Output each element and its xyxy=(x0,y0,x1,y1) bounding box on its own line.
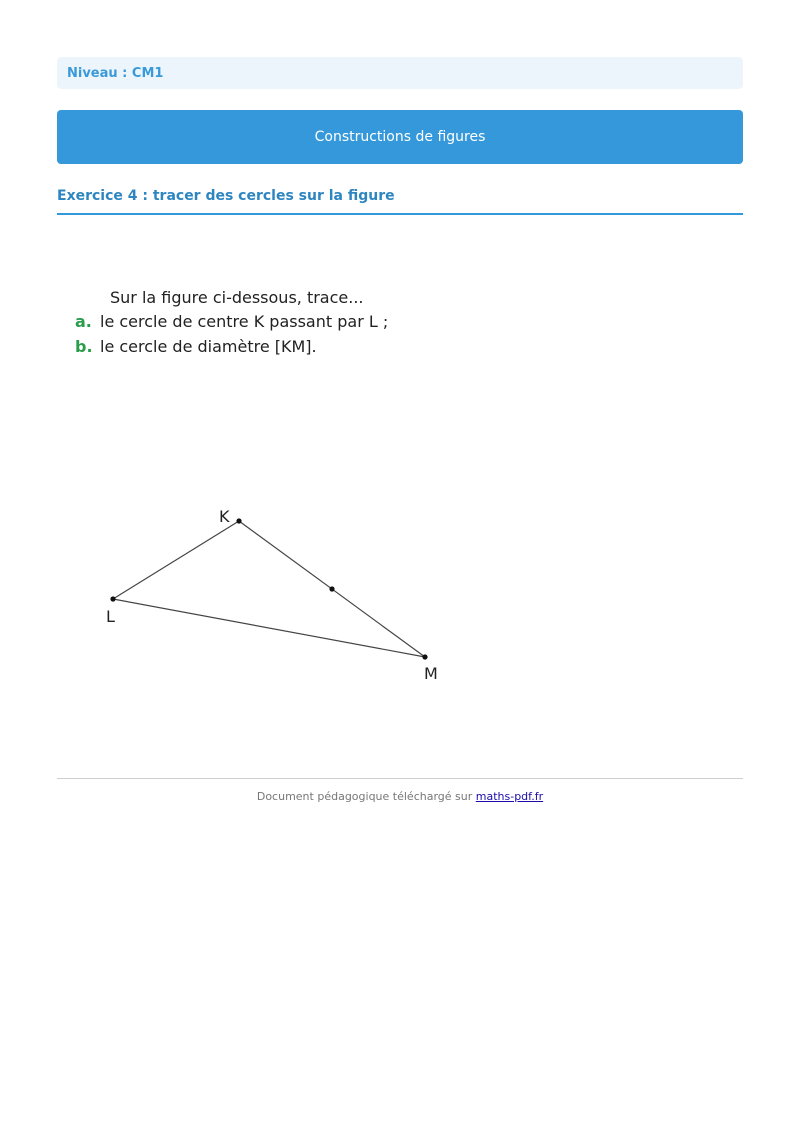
level-bar xyxy=(57,57,743,89)
item-b-marker: b. xyxy=(75,337,93,356)
footer-text: Document pédagogique téléchargé sur xyxy=(256,790,476,803)
point-l xyxy=(110,596,115,601)
item-a-marker: a. xyxy=(75,312,92,331)
title-banner xyxy=(57,110,743,164)
footer xyxy=(57,790,743,803)
label-l: L xyxy=(106,607,115,626)
item-a-text: le cercle de centre K passant par L ; xyxy=(100,312,389,331)
point-m xyxy=(422,654,427,659)
footer-link[interactable]: maths-pdf.fr xyxy=(475,790,544,803)
page-title: Constructions de figures xyxy=(314,129,486,145)
exercise-figure xyxy=(57,270,497,700)
label-m: M xyxy=(424,664,438,683)
item-b-text: le cercle de diamètre [KM]. xyxy=(100,337,317,356)
exercise-heading xyxy=(57,185,743,215)
level-label: Niveau : CM1 xyxy=(67,65,164,81)
label-k: K xyxy=(219,507,230,526)
footer-divider xyxy=(57,778,743,779)
midpoint-km xyxy=(329,586,334,591)
segment-kl xyxy=(113,521,239,599)
point-k xyxy=(236,518,241,523)
instruction-intro: Sur la figure ci-dessous, trace... xyxy=(110,288,364,307)
segment-lm xyxy=(113,599,425,657)
exercise-title: Exercice 4 : tracer des cercles sur la figure xyxy=(57,188,395,204)
